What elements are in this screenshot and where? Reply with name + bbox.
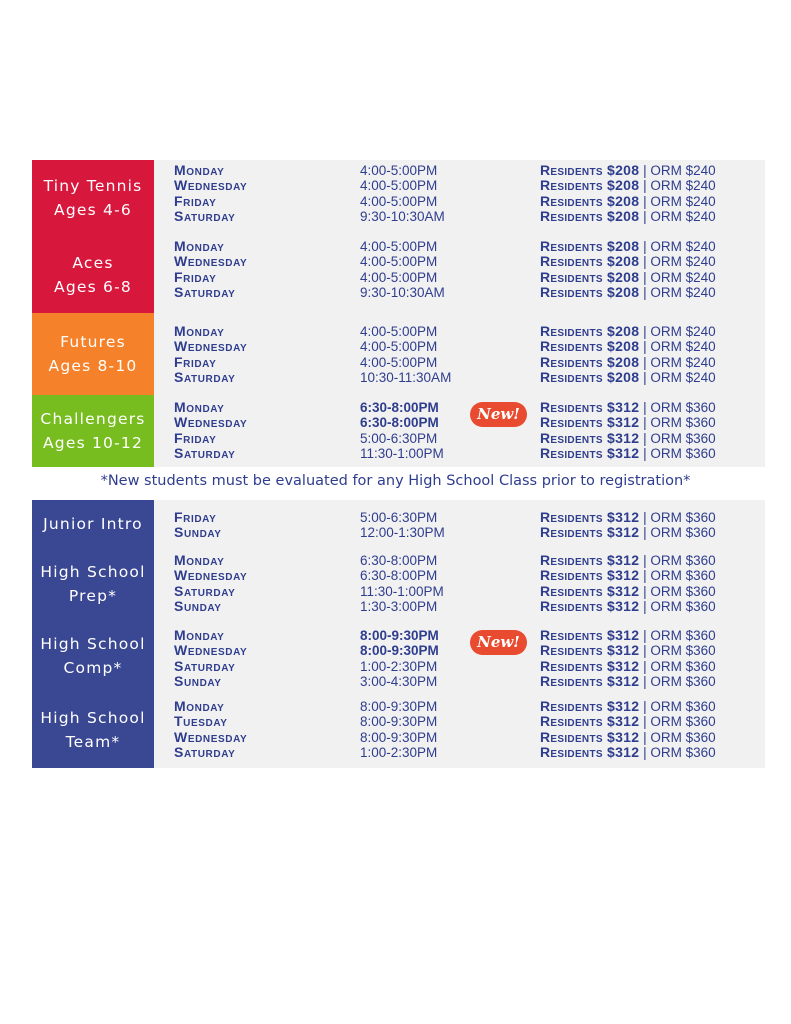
- time-cell: 6:30-8:00PM: [360, 400, 439, 415]
- time-cell: 8:00-9:30PM: [360, 699, 438, 714]
- price-cell: [540, 525, 716, 540]
- class-name-line: Ages 8-10: [48, 357, 138, 375]
- orm-price: | ORM $360: [639, 674, 716, 690]
- price-cell: [540, 239, 716, 254]
- day-cell: Saturday: [174, 582, 236, 599]
- schedule-block-youth: [32, 160, 765, 467]
- schedule-row: [32, 446, 765, 461]
- price-cell: [540, 699, 716, 714]
- resident-price: Residents $208: [540, 162, 640, 178]
- day-cell: Saturday: [174, 208, 236, 225]
- class-name-line: Tiny Tennis: [43, 177, 143, 195]
- time-cell: 4:00-5:00PM: [360, 339, 438, 355]
- schedule-row: [32, 355, 765, 370]
- orm-price: | ORM $360: [639, 430, 716, 446]
- price-cell: [540, 568, 716, 583]
- price-cell: [540, 355, 716, 370]
- orm-price: | ORM $360: [639, 745, 716, 761]
- orm-price: | ORM $240: [639, 163, 716, 178]
- resident-price: Residents $208: [540, 284, 640, 301]
- evaluation-note: *New students must be evaluated for any High School Class prior to registration*: [100, 473, 691, 489]
- orm-price: | ORM $360: [639, 583, 716, 599]
- resident-price: Residents $312: [540, 414, 640, 431]
- time-cell: 4:00-5:00PM: [360, 193, 438, 209]
- schedule-row: [32, 370, 765, 385]
- day-cell: Saturday: [174, 744, 236, 761]
- day-cell: Monday: [174, 238, 225, 254]
- time-cell: 4:00-5:00PM: [360, 163, 438, 178]
- time-cell: 11:30-1:00PM: [360, 583, 444, 599]
- price-cell: [540, 730, 716, 745]
- resident-price: Residents $312: [540, 445, 640, 462]
- schedule-row: [32, 699, 765, 714]
- day-cell: Wednesday: [174, 338, 248, 355]
- class-name-line: High School: [40, 635, 146, 653]
- price-cell: [540, 178, 716, 193]
- orm-price: | ORM $360: [639, 714, 716, 730]
- time-cell: 8:00-9:30PM: [360, 714, 438, 730]
- time-cell: 6:30-8:00PM: [360, 553, 438, 568]
- resident-price: Residents $312: [540, 598, 640, 615]
- schedule-row: [32, 163, 765, 178]
- day-cell: Saturday: [174, 445, 236, 462]
- schedule-row: [32, 643, 765, 658]
- resident-price: Residents $312: [540, 744, 640, 761]
- resident-price: Residents $312: [540, 524, 640, 541]
- price-cell: [540, 339, 716, 354]
- day-cell: Friday: [174, 192, 217, 209]
- price-cell: [540, 628, 716, 643]
- time-cell: 11:30-1:00PM: [360, 446, 444, 462]
- time-cell: 10:30-11:30AM: [360, 370, 452, 386]
- schedule-row: [32, 431, 765, 446]
- new-badge: New!: [470, 630, 527, 655]
- price-cell: [540, 415, 716, 430]
- orm-price: | ORM $360: [639, 553, 716, 568]
- orm-price: | ORM $360: [639, 729, 716, 745]
- schedule-row: [32, 553, 765, 568]
- resident-price: Residents $312: [540, 429, 640, 446]
- class-name-line: Aces: [72, 253, 114, 272]
- orm-price: | ORM $360: [639, 658, 716, 674]
- resident-price: Residents $208: [540, 268, 640, 285]
- time-cell: 9:30-10:30AM: [360, 285, 445, 301]
- day-cell: Monday: [174, 627, 225, 643]
- class-name-line: Comp*: [63, 659, 123, 677]
- time-cell: 8:00-9:30PM: [360, 729, 438, 745]
- price-cell: [540, 599, 716, 614]
- day-cell: Wednesday: [174, 414, 248, 431]
- price-cell: [540, 446, 716, 461]
- day-cell: Wednesday: [174, 253, 248, 270]
- class-name-line: Ages 6-8: [54, 277, 132, 296]
- orm-price: | ORM $360: [639, 568, 716, 584]
- time-cell: 1:30-3:00PM: [360, 599, 438, 615]
- schedule-row: [32, 324, 765, 339]
- schedule-row: [32, 745, 765, 760]
- schedule-row: [32, 239, 765, 254]
- price-cell: [540, 745, 716, 760]
- resident-price: Residents $208: [540, 338, 640, 355]
- resident-price: Residents $312: [540, 713, 640, 730]
- resident-price: Residents $312: [540, 399, 640, 415]
- class-name-line: Junior Intro: [43, 515, 143, 533]
- schedule-row: [32, 415, 765, 430]
- time-cell: 4:00-5:00PM: [360, 354, 438, 370]
- day-cell: Saturday: [174, 369, 236, 386]
- schedule-block-high-school: [32, 500, 765, 768]
- schedule-row: [32, 510, 765, 525]
- price-cell: [540, 674, 716, 689]
- schedule-row: [32, 599, 765, 614]
- schedule-row: [32, 628, 765, 643]
- orm-price: | ORM $240: [639, 285, 716, 301]
- price-cell: [540, 431, 716, 446]
- time-cell: 9:30-10:30AM: [360, 209, 445, 225]
- class-name-line: Ages 10-12: [42, 434, 144, 452]
- resident-price: Residents $208: [540, 253, 640, 270]
- schedule-row: [32, 674, 765, 689]
- class-name-line: Team*: [65, 733, 121, 751]
- schedule-row: [32, 730, 765, 745]
- price-cell: [540, 254, 716, 269]
- time-cell: 4:00-5:00PM: [360, 178, 438, 194]
- schedule-row: [32, 584, 765, 599]
- time-cell: 1:00-2:30PM: [360, 745, 438, 761]
- price-cell: [540, 209, 716, 224]
- day-cell: Friday: [174, 429, 217, 446]
- class-name-line: High School: [40, 709, 146, 727]
- schedule-row: [32, 400, 765, 415]
- orm-price: | ORM $240: [639, 324, 716, 339]
- resident-price: Residents $312: [540, 642, 640, 659]
- schedule-row: [32, 714, 765, 729]
- time-cell: 4:00-5:00PM: [360, 324, 438, 339]
- resident-price: Residents $208: [540, 369, 640, 386]
- orm-price: | ORM $360: [639, 628, 716, 643]
- price-cell: [540, 324, 716, 339]
- resident-price: Residents $208: [540, 238, 640, 254]
- price-cell: [540, 584, 716, 599]
- resident-price: Residents $312: [540, 657, 640, 674]
- orm-price: | ORM $240: [639, 254, 716, 270]
- class-name-line: Futures: [60, 333, 126, 351]
- time-cell: 3:00-4:30PM: [360, 674, 438, 690]
- resident-price: Residents $208: [540, 192, 640, 209]
- time-cell: 12:00-1:30PM: [360, 525, 445, 541]
- schedule-row: [32, 254, 765, 269]
- orm-price: | ORM $360: [639, 510, 716, 525]
- schedule-row: [32, 285, 765, 300]
- price-cell: [540, 643, 716, 658]
- time-cell: 4:00-5:00PM: [360, 239, 438, 254]
- time-cell: 8:00-9:30PM: [360, 628, 439, 643]
- schedule-row: [32, 194, 765, 209]
- orm-price: | ORM $360: [639, 525, 716, 541]
- time-cell: 5:00-6:30PM: [360, 430, 438, 446]
- day-cell: Monday: [174, 552, 225, 568]
- time-cell: 4:00-5:00PM: [360, 254, 438, 270]
- day-cell: Friday: [174, 268, 217, 285]
- resident-price: Residents $312: [540, 509, 640, 525]
- day-cell: Sunday: [174, 524, 222, 541]
- schedule-row: [32, 339, 765, 354]
- day-cell: Sunday: [174, 673, 222, 690]
- day-cell: Wednesday: [174, 177, 248, 194]
- time-cell: 6:30-8:00PM: [360, 415, 439, 431]
- price-cell: [540, 194, 716, 209]
- orm-price: | ORM $360: [639, 699, 716, 714]
- orm-price: | ORM $360: [639, 415, 716, 431]
- schedule-row: [32, 568, 765, 583]
- schedule-row: [32, 209, 765, 224]
- orm-price: | ORM $360: [639, 446, 716, 462]
- resident-price: Residents $312: [540, 627, 640, 643]
- price-cell: [540, 659, 716, 674]
- orm-price: | ORM $240: [639, 239, 716, 254]
- resident-price: Residents $312: [540, 728, 640, 745]
- price-cell: [540, 714, 716, 729]
- price-cell: [540, 163, 716, 178]
- day-cell: Tuesday: [174, 713, 228, 730]
- orm-price: | ORM $360: [639, 643, 716, 659]
- price-cell: [540, 285, 716, 300]
- orm-price: | ORM $240: [639, 339, 716, 355]
- day-cell: Monday: [174, 698, 225, 714]
- time-cell: 1:00-2:30PM: [360, 658, 438, 674]
- orm-price: | ORM $360: [639, 599, 716, 615]
- day-cell: Wednesday: [174, 728, 248, 745]
- resident-price: Residents $208: [540, 323, 640, 339]
- price-cell: [540, 553, 716, 568]
- orm-price: | ORM $240: [639, 269, 716, 285]
- day-cell: Monday: [174, 162, 225, 178]
- price-cell: [540, 270, 716, 285]
- resident-price: Residents $208: [540, 353, 640, 370]
- day-cell: Saturday: [174, 657, 236, 674]
- resident-price: Residents $312: [540, 567, 640, 584]
- time-cell: 6:30-8:00PM: [360, 568, 438, 584]
- time-cell: 8:00-9:30PM: [360, 643, 439, 659]
- resident-price: Residents $312: [540, 552, 640, 568]
- schedule-row: [32, 270, 765, 285]
- day-cell: Wednesday: [174, 642, 248, 659]
- orm-price: | ORM $240: [639, 193, 716, 209]
- orm-price: | ORM $240: [639, 178, 716, 194]
- class-name-line: High School: [40, 563, 146, 581]
- time-cell: 4:00-5:00PM: [360, 269, 438, 285]
- new-badge: New!: [470, 402, 527, 427]
- class-name-line: Ages 4-6: [54, 201, 132, 219]
- day-cell: Wednesday: [174, 567, 248, 584]
- resident-price: Residents $312: [540, 582, 640, 599]
- day-cell: Saturday: [174, 284, 236, 301]
- day-cell: Friday: [174, 353, 217, 370]
- resident-price: Residents $312: [540, 698, 640, 714]
- price-cell: [540, 510, 716, 525]
- resident-price: Residents $312: [540, 673, 640, 690]
- price-cell: [540, 370, 716, 385]
- price-cell: [540, 400, 716, 415]
- day-cell: Monday: [174, 399, 225, 415]
- class-name-line: Prep*: [68, 587, 118, 605]
- time-cell: 5:00-6:30PM: [360, 510, 438, 525]
- day-cell: Sunday: [174, 598, 222, 615]
- schedule-row: [32, 525, 765, 540]
- orm-price: | ORM $240: [639, 209, 716, 225]
- class-name-line: Challengers: [40, 410, 146, 428]
- orm-price: | ORM $240: [639, 354, 716, 370]
- day-cell: Monday: [174, 323, 225, 339]
- schedule-row: [32, 178, 765, 193]
- orm-price: | ORM $240: [639, 370, 716, 386]
- orm-price: | ORM $360: [639, 400, 716, 415]
- resident-price: Residents $208: [540, 177, 640, 194]
- schedule-row: [32, 659, 765, 674]
- resident-price: Residents $208: [540, 208, 640, 225]
- day-cell: Friday: [174, 509, 217, 525]
